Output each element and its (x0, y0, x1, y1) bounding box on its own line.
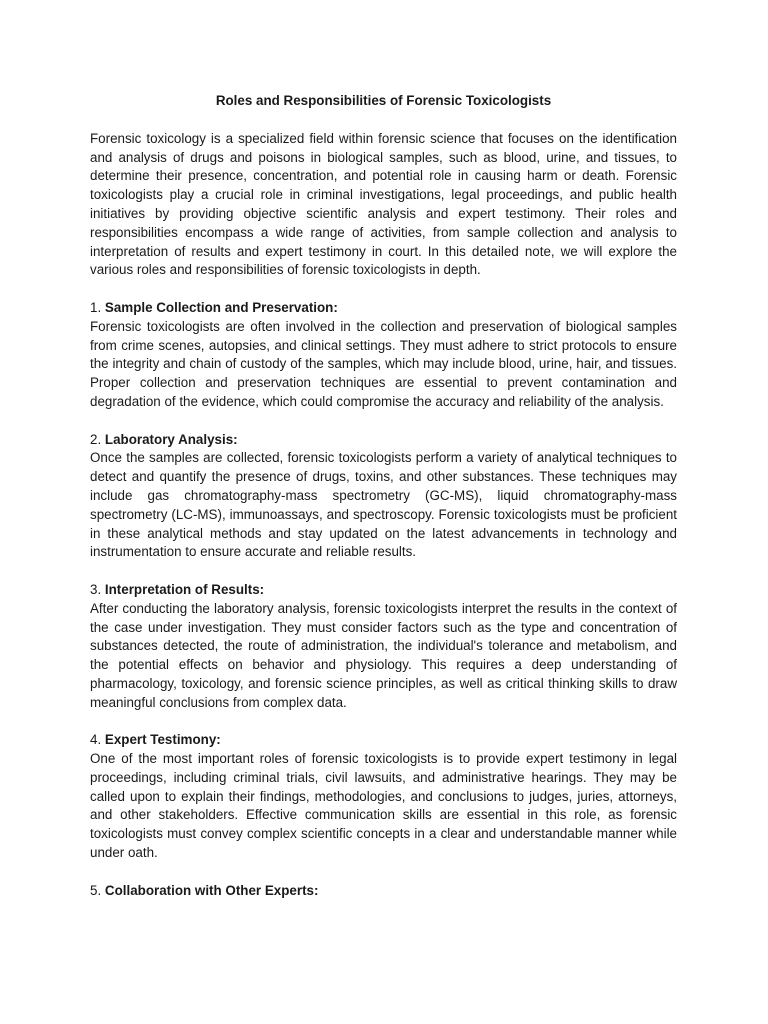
section-heading-text: Expert Testimony: (104, 732, 221, 748)
section-heading-text: Sample Collection and Preservation: (104, 299, 338, 315)
section-heading-text: Laboratory Analysis: (104, 431, 238, 447)
section-sample-collection (90, 299, 677, 412)
section-expert-testimony (90, 731, 677, 863)
section-heading (90, 882, 677, 901)
section-number: 2. (90, 431, 102, 447)
section-number: 3. (90, 581, 102, 597)
section-body: Forensic toxicologists are often involved in the collection and preservation of biological samples from crime scenes, autopsies, and clinical settings. They must adhere to strict protocols to ensure the integrity and chain of custody of the samples, which may include blood, urine, hair, and tissues. Proper collection and preservation techniques are essential to prevent contamination and degradation of the evidence, which could compromise the accuracy and reliability of the analysis. (90, 318, 677, 409)
section-heading (90, 299, 677, 318)
section-interpretation (90, 581, 677, 713)
document-title: Roles and Responsibilities of Forensic Toxicologists (215, 93, 552, 108)
section-heading (90, 581, 677, 600)
section-heading-text: Collaboration with Other Experts: (104, 882, 319, 898)
section-heading (90, 731, 677, 750)
intro-paragraph: Forensic toxicology is a specialized field within forensic science that focuses on the identification and analysis of drugs and poisons in biological samples, such as blood, urine, and tissues, to determine their presence, concentration, and potential role in causing harm or death. Forensic toxicologists play a crucial role in criminal investigations, legal proceedings, and public health initiatives by providing objective scientific analysis and expert testimony. Their roles and responsibilities encompass a wide range of activities, from sample collection and analysis to interpretation of results and expert testimony in court. In this detailed note, we will explore the various roles and responsibilities of forensic toxicologists in depth. (90, 130, 677, 278)
section-laboratory-analysis (90, 431, 677, 563)
document-page (90, 92, 677, 900)
section-number: 1. (90, 299, 102, 315)
section-collaboration (90, 882, 677, 901)
section-body: Once the samples are collected, forensic toxicologists perform a variety of analytical techniques to detect and quantify the presence of drugs, toxins, and other substances. These techniques may include gas chromatography-mass spectrometry (GC-MS), liquid chromatography-mass spectrometry (LC-MS), immunoassays, and spectroscopy. Forensic toxicologists must be proficient in these analytical methods and stay updated on the latest advancements in technology and instrumentation to ensure accurate and reliable results. (90, 450, 677, 560)
section-number: 4. (90, 732, 102, 748)
section-heading-text: Interpretation of Results: (104, 581, 265, 597)
section-number: 5. (90, 882, 102, 898)
section-heading (90, 431, 677, 450)
section-body: One of the most important roles of forensic toxicologists is to provide expert testimony in legal proceedings, including criminal trials, civil lawsuits, and administrative hearings. They may be called upon to explain their findings, methodologies, and conclusions to judges, juries, attorneys, and other stakeholders. Effective communication skills are essential in this role, as forensic toxicologists must convey complex scientific concepts in a clear and understandable manner while under oath. (90, 751, 677, 861)
section-body: After conducting the laboratory analysis, forensic toxicologists interpret the results in the context of the case under investigation. They must consider factors such as the type and concentration of substances detected, the route of administration, the individual's tolerance and metabolism, and the potential effects on behavior and physiology. This requires a deep understanding of pharmacology, toxicology, and forensic science principles, as well as critical thinking skills to draw meaningful conclusions from complex data. (90, 600, 677, 710)
